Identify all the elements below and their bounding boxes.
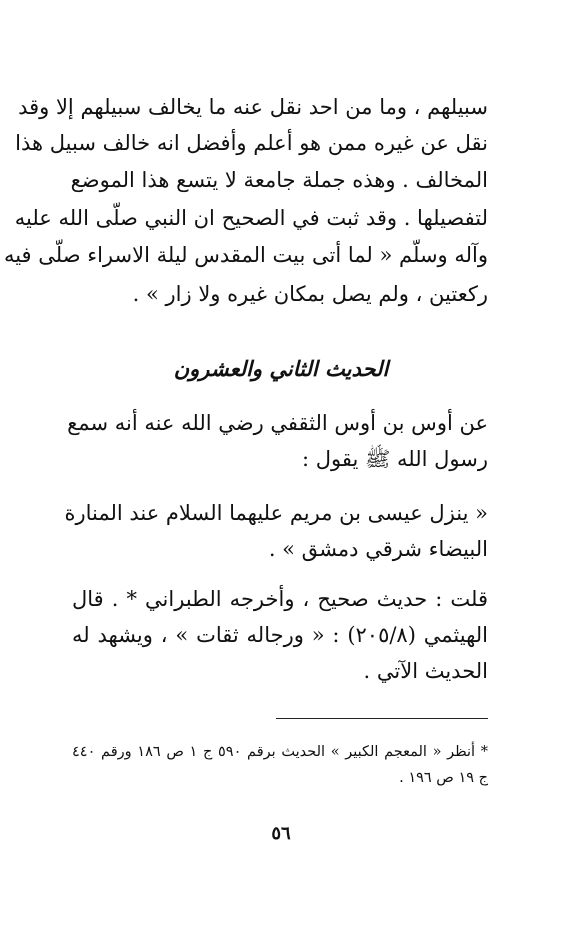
text-line: سبيلهم ، وما من احد نقل عنه ما يخالف سبيلهم إلا وقد [18,95,488,119]
text-line: الهيثمي (٢٠٥/٨) : « ورجاله ثقات » ، ويشهد له [72,623,488,647]
text-line: ركعتين ، ولم يصل بمكان غيره ولا زار » . [132,282,488,306]
text-line: البيضاء شرقي دمشق » . [268,537,488,561]
text-line: الحديث الآتي . [363,659,488,683]
text-line: المخالف . وهذه جملة جامعة لا يتسع هذا الموضع [70,168,488,192]
text-line: وآله وسلّم « لما أتى بيت المقدس ليلة الاسراء صلّى فيه [3,243,488,267]
footnote-line: ج ١٩ ص ١٩٦ . [399,770,488,786]
text-line: قلت : حديث صحيح ، وأخرجه الطبراني * . قال [72,587,488,611]
footnote-divider [276,718,488,719]
text-line: رسول الله ﷺ يقول : [301,447,488,471]
text-line: نقل عن غيره ممن هو أعلم وأفضل انه خالف سبيل هذا [15,131,488,155]
text-line: لتفصيلها . وقد ثبت في الصحيح ان النبي صلّى الله عليه [14,206,488,230]
section-heading: الحديث الثاني والعشرون [173,356,389,381]
footnote-line: * أنظر « المعجم الكبير » الحديث برقم ٥٩٠ ج ١ ص ١٨٦ ورقم ٤٤٠ [72,744,488,760]
text-line: « ينزل عيسى بن مريم عليهما السلام عند المنارة [64,501,488,525]
text-line: عن أوس بن أوس الثقفي رضي الله عنه أنه سمع [67,411,488,435]
page-number: ٥٦ [271,823,291,844]
